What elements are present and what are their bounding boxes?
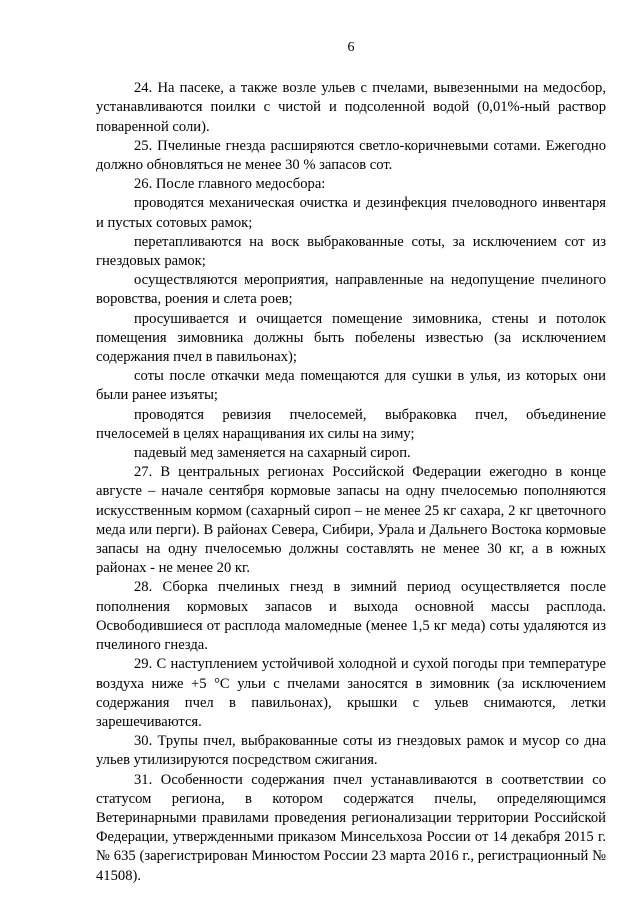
paragraph-30: 30. Трупы пчел, выбракованные соты из гнездовых рамок и мусор со дна ульев утилизируются посредством сжигания. bbox=[96, 733, 606, 769]
list-item: осуществляются мероприятия, направленные на недопущение пчелиного воровства, роения и слета роев; bbox=[96, 272, 606, 308]
paragraph-29: 29. С наступлением устойчивой холодной и сухой погоды при температуре воздуха ниже +5 °С ульи с пчелами заносятся в зимовник (за исключением содержания пчел в павильонах), крышки с ульев снимаются, летки зарешечиваются. bbox=[96, 656, 606, 730]
paragraph-28: 28. Сборка пчелиных гнезд в зимний период осуществляется после пополнения кормовых запасов и выхода основной массы расплода. Освободившиеся от расплода маломедные (менее 1,5 кг меда) соты удаляются из пчелиного гнезда. bbox=[96, 579, 606, 654]
list-item: проводятся ревизия пчелосемей, выбраковка пчел, объединение пчелосемей в целях наращивания их силы на зиму; bbox=[96, 406, 606, 442]
paragraph-27: 27. В центральных регионах Российской Федерации ежегодно в конце августе – начале сентября кормовые запасы на одну пчелосемью пополняются искусственным кормом (сахарный сироп – не менее 25 кг сахара, 2 кг цветочного меда или перги). В районах Севера, Сибири, Урала и Дальнего Востока кормовые запасы на одну пчелосемью должны составлять не менее 30 кг, а в южных районах - не менее 20 кг. bbox=[96, 464, 606, 577]
list-item: падевый мед заменяется на сахарный сироп. bbox=[134, 445, 411, 462]
page-number: 6 bbox=[347, 40, 355, 55]
list-item: перетапливаются на воск выбракованные соты, за исключением сот из гнездовых рамок; bbox=[96, 233, 606, 270]
list-item: соты после откачки меда помещаются для сушки в улья, из которых они были ранее изъяты; bbox=[96, 368, 606, 404]
paragraph-24: 24. На пасеке, а также возле ульев с пчелами, вывезенными на медосбор, устанавливаются поилки с чистой и подсоленной водой (0,01%-ный раствор поваренной соли). bbox=[96, 80, 606, 135]
paragraph-25: 25. Пчелиные гнезда расширяются светло-коричневыми сотами. Ежегодно должно обновляться не менее 30 % запасов сот. bbox=[96, 137, 606, 174]
paragraph-26: 26. После главного медосбора: bbox=[134, 176, 326, 193]
list-item: проводятся механическая очистка и дезинфекция пчеловодного инвентаря и пустых сотовых рамок; bbox=[96, 195, 606, 231]
document-page bbox=[96, 38, 606, 886]
list-item: просушивается и очищается помещение зимовника, стены и потолок помещения зимовника должны быть побелены известью (за исключением содержания пчел в павильонах); bbox=[96, 310, 606, 366]
paragraph-31: 31. Особенности содержания пчел устанавливаются в соответствии со статусом региона, в котором содержатся пчелы, определяющимся Ветеринарными правилами проведения регионализации территории Российской Федерации, утвержденными приказом Минсельхоза России от 14 декабря 2015 г. № 635 (зарегистрирован Минюстом России 23 марта 2016 г., регистрационный № 41508). bbox=[96, 771, 606, 884]
